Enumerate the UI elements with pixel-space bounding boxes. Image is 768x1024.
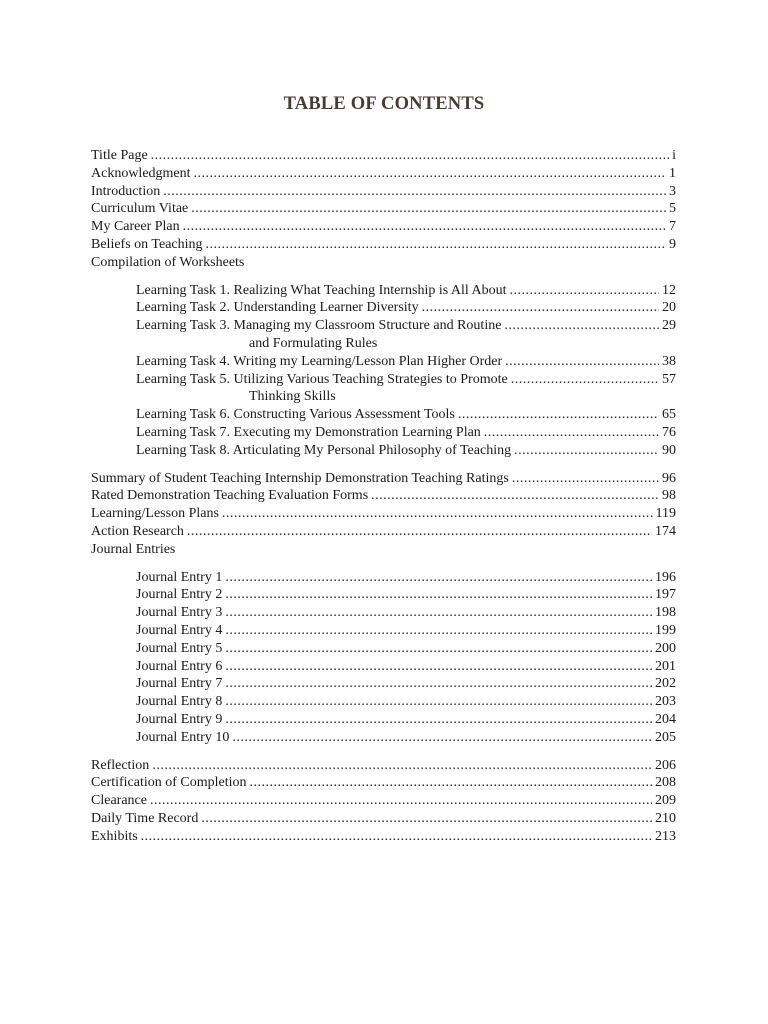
toc-entry-page-number: 12: [662, 282, 676, 298]
toc-entry-page-number: 202: [655, 676, 676, 692]
toc-entry-page-number: 29: [662, 318, 676, 334]
worksheets-heading: Compilation of Worksheets: [91, 254, 245, 270]
dot-leader: [183, 218, 666, 236]
toc-entry[interactable]: [91, 299, 676, 317]
page-title: TABLE OF CONTENTS: [283, 94, 485, 114]
toc-entry-label: Title Page: [91, 148, 148, 163]
toc-entry-label: Action Research: [91, 523, 184, 539]
toc-entry-page-number: 5: [669, 201, 676, 217]
toc-entry-page-number: 65: [662, 407, 676, 423]
toc-entry-page-number: 196: [655, 569, 676, 585]
dot-leader: [514, 442, 659, 460]
toc-entry-label: Clearance: [91, 793, 147, 809]
toc-entry[interactable]: [91, 282, 676, 300]
toc-entry-label: Daily Time Record: [91, 810, 199, 826]
toc-entry-page-number: 204: [655, 711, 676, 727]
toc-entry-label: Journal Entry 5: [136, 640, 223, 656]
dot-leader: [194, 165, 666, 183]
toc-entry[interactable]: [91, 792, 676, 810]
toc-entry[interactable]: [91, 470, 676, 488]
toc-entry-page-number: 205: [655, 729, 676, 745]
toc-entry-label: Learning Task 7. Executing my Demonstration Learning Plan: [136, 424, 481, 440]
toc-entry[interactable]: [91, 505, 676, 523]
toc-entry-page-number: 198: [655, 605, 676, 621]
toc-entry[interactable]: [91, 218, 676, 236]
dot-leader: [250, 774, 652, 792]
dot-leader: [504, 317, 659, 335]
dot-leader: [505, 353, 659, 371]
toc-entry-page-number: i: [672, 148, 676, 163]
dot-leader: [225, 586, 652, 604]
toc-entry-label: Learning Task 8. Articulating My Personal Philosophy of Teaching: [136, 442, 512, 458]
front-matter-list: [91, 147, 676, 254]
dot-leader: [150, 792, 652, 810]
toc-entry[interactable]: [91, 200, 676, 218]
toc-entry-label: Journal Entry 7: [136, 676, 223, 692]
toc-entry[interactable]: [91, 711, 676, 729]
dot-leader: [151, 147, 669, 165]
toc-entry-label: Certification of Completion: [91, 775, 247, 791]
dot-leader: [225, 569, 652, 587]
toc-entry-label: Acknowledgment: [91, 165, 191, 181]
dot-leader: [225, 675, 652, 693]
toc-entry-label: Learning/Lesson Plans: [91, 506, 219, 522]
toc-entry-label: Learning Task 1. Realizing What Teaching Internship is All About: [136, 282, 507, 298]
toc-entry-label: Journal Entry 3: [136, 605, 223, 621]
dot-leader: [152, 757, 652, 775]
toc-entry[interactable]: [91, 487, 676, 505]
toc-entry-page-number: 90: [662, 442, 676, 458]
toc-entry-label: Learning Task 4. Writing my Learning/Lesson Plan Higher Order: [136, 353, 503, 369]
toc-entry-page-number: 197: [655, 587, 676, 603]
dot-leader: [225, 604, 652, 622]
toc-entry-page-number: 210: [655, 810, 676, 826]
toc-entry-page-number: 20: [662, 300, 676, 316]
dot-leader: [371, 487, 659, 505]
journal-heading: Journal Entries: [91, 541, 176, 557]
toc-entry-label: Summary of Student Teaching Internship Demonstration Teaching Ratings: [91, 470, 509, 486]
dot-leader: [510, 282, 659, 300]
toc-entry-page-number: 201: [655, 658, 676, 674]
dot-leader: [232, 729, 652, 747]
toc-entry[interactable]: [91, 183, 676, 201]
dot-leader: [191, 200, 666, 218]
toc-entry[interactable]: [91, 353, 676, 371]
toc-entry-continuation: and Formulating Rules: [249, 335, 378, 351]
middle-sections-list: [91, 470, 676, 541]
toc-entry[interactable]: [91, 236, 676, 254]
dot-leader: [206, 236, 666, 254]
toc-entry-page-number: 213: [655, 828, 676, 844]
toc-entry-page-number: 57: [662, 371, 676, 387]
dot-leader: [163, 183, 666, 201]
toc-entry-label: Learning Task 6. Constructing Various Assessment Tools: [136, 407, 455, 423]
spacer: [91, 747, 676, 757]
toc-entry-page-number: 1: [669, 165, 676, 181]
toc-entry-label: Learning Task 5. Utilizing Various Teaching Strategies to Promote: [136, 371, 508, 387]
toc-entry-page-number: 9: [669, 236, 676, 252]
toc-entry[interactable]: [91, 317, 676, 335]
toc-entry-page-number: 38: [662, 353, 676, 369]
toc-entry[interactable]: [91, 622, 676, 640]
dot-leader: [201, 810, 652, 828]
toc-entry-page-number: 96: [662, 470, 676, 486]
dot-leader: [222, 505, 653, 523]
toc-entry[interactable]: [91, 828, 676, 846]
toc-entry-page-number: 203: [655, 694, 676, 710]
toc-entry-label: Journal Entry 4: [136, 622, 223, 638]
dot-leader: [225, 622, 652, 640]
toc-entry-page-number: 119: [655, 506, 676, 522]
toc-entry-page-number: 3: [669, 183, 676, 199]
toc-entry[interactable]: [91, 371, 676, 389]
toc-entry[interactable]: [91, 658, 676, 676]
toc-entry[interactable]: [91, 586, 676, 604]
toc-entry-page-number: 206: [655, 757, 676, 773]
toc-entry-label: Journal Entry 8: [136, 694, 223, 710]
spacer: [91, 460, 676, 470]
toc-entry-label: My Career Plan: [91, 219, 180, 235]
toc-entry-label: Journal Entry 1: [136, 569, 223, 585]
toc-entry-label: Curriculum Vitae: [91, 201, 189, 217]
toc-entry[interactable]: [91, 406, 676, 424]
toc-entry-page-number: 98: [662, 488, 676, 504]
toc-entry[interactable]: [91, 693, 676, 711]
toc-entry-label: Reflection: [91, 757, 150, 773]
dot-leader: [225, 711, 652, 729]
toc-entry[interactable]: [91, 729, 676, 747]
dot-leader: [422, 299, 659, 317]
toc-entry-page-number: 208: [655, 775, 676, 791]
toc-entry-page-number: 200: [655, 640, 676, 656]
toc-entry[interactable]: [91, 165, 676, 183]
toc-entry[interactable]: [91, 640, 676, 658]
toc-entry[interactable]: [91, 569, 676, 587]
spacer: [91, 559, 676, 569]
toc-entry[interactable]: [91, 442, 676, 460]
toc-entry[interactable]: [91, 810, 676, 828]
journal-entries-list: [91, 569, 676, 747]
toc-entry[interactable]: [91, 604, 676, 622]
toc-entry-label: Journal Entry 2: [136, 587, 223, 603]
toc-entry-label: Learning Task 2. Understanding Learner Diversity: [136, 300, 419, 316]
toc-entry-label: Exhibits: [91, 828, 138, 844]
toc-entry-page-number: 174: [655, 523, 676, 539]
dot-leader: [511, 371, 659, 389]
dot-leader: [512, 470, 659, 488]
toc-entry-label: Learning Task 3. Managing my Classroom Structure and Routine: [136, 318, 502, 334]
toc-entry-label: Beliefs on Teaching: [91, 236, 203, 252]
toc-entry-label: Journal Entry 9: [136, 711, 223, 727]
dot-leader: [187, 523, 652, 541]
toc-entry[interactable]: [91, 757, 676, 775]
toc-entry-label: Journal Entry 10: [136, 729, 230, 745]
dot-leader: [225, 640, 652, 658]
toc-entry-page-number: 7: [669, 219, 676, 235]
dot-leader: [225, 658, 652, 676]
dot-leader: [225, 693, 652, 711]
toc-entry[interactable]: [91, 523, 676, 541]
dot-leader: [141, 828, 652, 846]
toc-entry-label: Rated Demonstration Teaching Evaluation Forms: [91, 488, 369, 504]
spacer: [91, 272, 676, 282]
toc-entry[interactable]: [91, 424, 676, 442]
dot-leader: [484, 424, 659, 442]
table-of-contents: [91, 147, 676, 845]
toc-entry-page-number: 76: [662, 424, 676, 440]
dot-leader: [458, 406, 659, 424]
toc-entry[interactable]: [91, 774, 676, 792]
toc-entry-page-number: 209: [655, 793, 676, 809]
back-matter-list: [91, 757, 676, 846]
toc-entry[interactable]: [91, 147, 676, 165]
toc-entry-label: Journal Entry 6: [136, 658, 223, 674]
toc-entry-label: Introduction: [91, 183, 161, 199]
learning-tasks-list: [91, 282, 676, 460]
toc-entry-continuation: Thinking Skills: [249, 389, 336, 405]
toc-entry[interactable]: [91, 675, 676, 693]
toc-entry-page-number: 199: [655, 622, 676, 638]
